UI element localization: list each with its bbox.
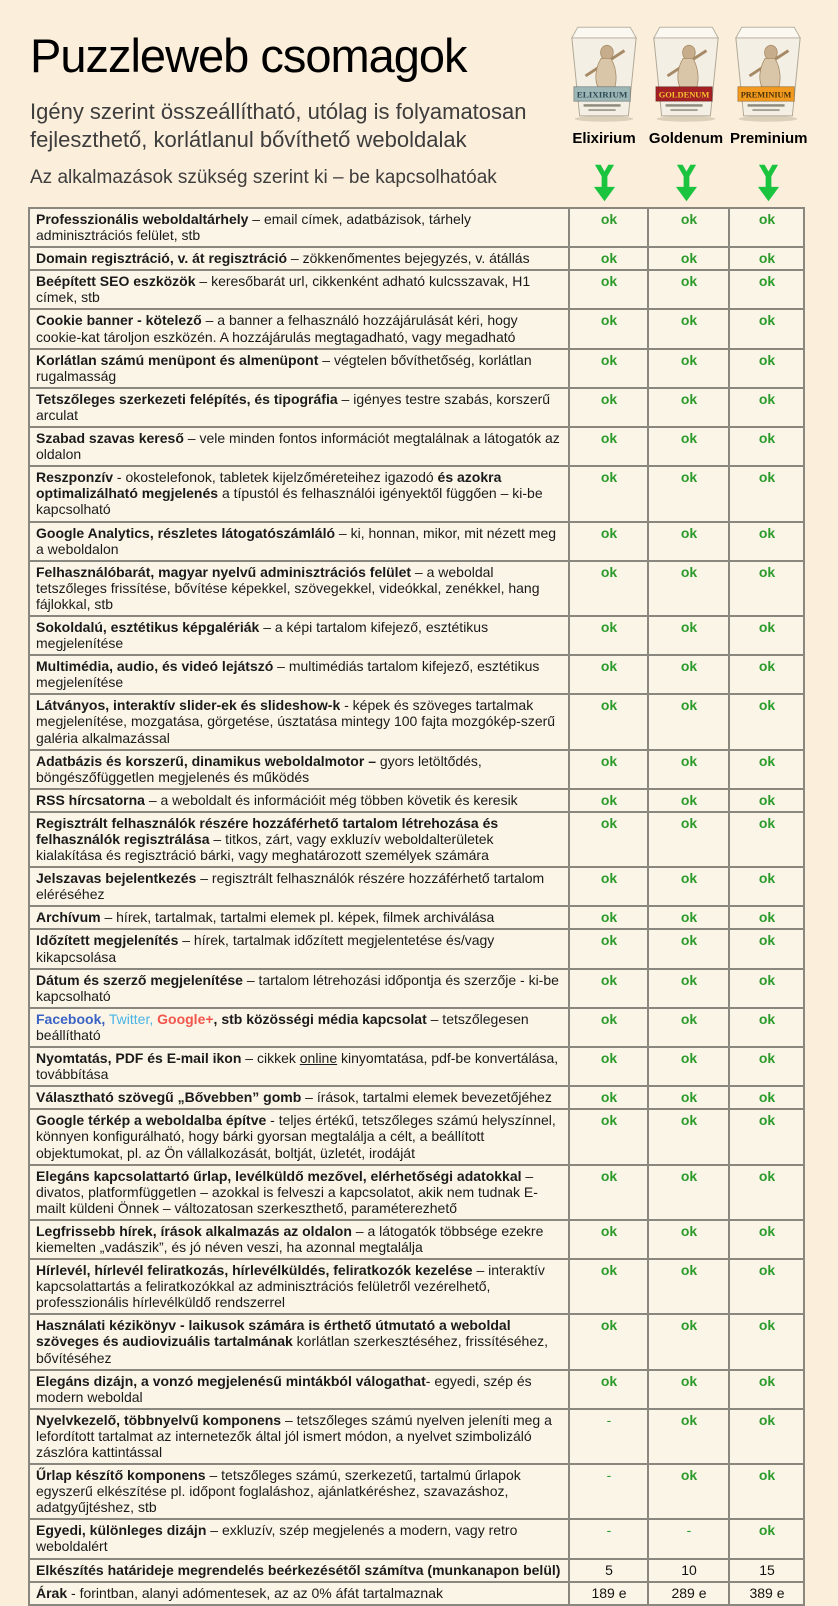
- availability-cell: ok: [569, 750, 648, 789]
- availability-cell: ok: [569, 1370, 648, 1409]
- feature-text-segment: – hírek, tartalmak, tartalmi elemek pl. képek, filmek archiválása: [100, 909, 495, 926]
- availability-cell: ok: [569, 466, 648, 521]
- availability-cell: ok: [648, 1370, 729, 1409]
- feature-text-segment: – interaktív kapcsolattartás a feliratkozókkal az adminisztrációs felületről vezérelhető, professzionális hírlevélküldő rendszerrel: [36, 1262, 545, 1311]
- availability-cell: ok: [648, 1165, 729, 1220]
- availability-cell: ok: [729, 349, 804, 388]
- package-images-row: [566, 24, 806, 147]
- table-row: [29, 1409, 804, 1464]
- availability-cell: ok: [729, 694, 804, 749]
- availability-cell: ok: [648, 1047, 729, 1086]
- availability-cell: ok: [648, 522, 729, 561]
- availability-cell: 289 e: [648, 1582, 729, 1605]
- availability-cell: ok: [648, 616, 729, 655]
- feature-description: [29, 1259, 569, 1314]
- feature-text-segment: Elegáns kapcsolattartó űrlap, levélküldő mezővel, elérhetőségi adatokkal: [36, 1167, 522, 1184]
- feature-text-segment: Dátum és szerző megjelenítése: [36, 971, 243, 988]
- feature-description: [29, 1165, 569, 1220]
- availability-cell: ok: [729, 906, 804, 929]
- availability-cell: ok: [648, 969, 729, 1008]
- availability-cell: ok: [729, 812, 804, 867]
- feature-description: [29, 561, 569, 616]
- feature-text-segment: Egyedi, különleges dizájn: [36, 1522, 207, 1539]
- feature-text-segment: Időzített megjelenítés: [36, 932, 179, 949]
- availability-cell: ok: [648, 1220, 729, 1259]
- availability-cell: -: [648, 1519, 729, 1558]
- package-image-icon: [730, 24, 806, 124]
- availability-cell: ok: [569, 1165, 648, 1220]
- availability-cell: ok: [729, 466, 804, 521]
- feature-description: [29, 1086, 569, 1109]
- availability-cell: ok: [729, 750, 804, 789]
- feature-text-segment: Tetszőleges szerkezeti felépítés, és tipográfia: [36, 390, 338, 407]
- comparison-table: [28, 207, 805, 1606]
- feature-text-segment: – titkos, zárt, vagy exkluzív weboldalterületek kialakítása és regisztráció bárki, vagy meghatározott személyek számára: [36, 831, 494, 864]
- availability-cell: ok: [569, 309, 648, 348]
- table-row: [29, 1314, 804, 1369]
- feature-text-segment: és azokra optimalizálható megjelenés: [36, 469, 502, 502]
- table-row: [29, 1109, 804, 1164]
- svg-text:ELIXIRIUM: ELIXIRIUM: [576, 89, 628, 100]
- availability-cell: ok: [569, 929, 648, 968]
- table-row: [29, 1559, 804, 1582]
- availability-cell: ok: [569, 1047, 648, 1086]
- feature-text-segment: Adatbázis és korszerű, dinamikus weboldalmotor –: [36, 752, 380, 769]
- feature-text-segment: – a látogatók többsége ezekre kiemelten „vadászik”, és jó néven veszi, ha azonnal megtalálja: [36, 1222, 544, 1255]
- package-preminium: [730, 24, 806, 147]
- feature-text-segment: – regisztrált felhasználók részére hozzáférhető tartalom eléréséhez: [36, 870, 545, 903]
- table-row: [29, 388, 804, 427]
- availability-cell: ok: [729, 1370, 804, 1409]
- feature-description: [29, 1047, 569, 1086]
- svg-text:GOLDENUM: GOLDENUM: [658, 89, 710, 100]
- availability-cell: ok: [729, 309, 804, 348]
- availability-cell: ok: [569, 388, 648, 427]
- availability-cell: ok: [729, 929, 804, 968]
- feature-description: [29, 812, 569, 867]
- table-row: [29, 1464, 804, 1519]
- availability-cell: ok: [648, 812, 729, 867]
- feature-text-segment: Multimédia, audio, és videó lejátszó: [36, 658, 274, 675]
- availability-cell: ok: [648, 655, 729, 694]
- availability-cell: ok: [569, 522, 648, 561]
- availability-cell: ok: [729, 270, 804, 309]
- feature-text-segment: Használati kézikönyv - laikusok számára is érthető útmutató a weboldal szöveges és audiovizuális tartalmának: [36, 1317, 511, 1350]
- feature-description: [29, 789, 569, 812]
- availability-cell: ok: [729, 247, 804, 270]
- feature-text-segment: Sokoldalú, esztétikus képgalériák: [36, 618, 260, 635]
- feature-description: [29, 270, 569, 309]
- availability-cell: ok: [569, 655, 648, 694]
- feature-description: [29, 309, 569, 348]
- feature-text-segment: Nyelvkezelő, többnyelvű komponens: [36, 1411, 282, 1428]
- table-row: [29, 969, 804, 1008]
- availability-cell: ok: [648, 349, 729, 388]
- table-row: [29, 309, 804, 348]
- feature-description: [29, 1008, 569, 1047]
- availability-cell: ok: [729, 427, 804, 466]
- feature-text-segment: – ki, honnan, mikor, mit nézett meg a weboldalon: [36, 524, 557, 557]
- feature-description: [29, 1559, 569, 1582]
- availability-cell: ok: [569, 349, 648, 388]
- feature-description: [29, 1314, 569, 1369]
- availability-cell: ok: [729, 522, 804, 561]
- availability-cell: ok: [569, 1220, 648, 1259]
- feature-text-segment: – a banner a felhasználó hozzájárulását kéri, hogy cookie-kat tároljon eszközén. A hozzájárulás megtagadható, vagy megadható: [36, 312, 518, 345]
- arrow-down-icon: [730, 164, 806, 207]
- package-name: Elixirium: [572, 130, 636, 147]
- availability-cell: ok: [648, 694, 729, 749]
- availability-cell: ok: [648, 427, 729, 466]
- availability-cell: -: [569, 1519, 648, 1558]
- feature-text-segment: – hírek, tartalmak időzített megjelentetése és/vagy kikapcsolása: [36, 932, 495, 965]
- availability-cell: ok: [648, 906, 729, 929]
- feature-text-segment: – végtelen bővíthetőség, korlátlan rugalmasság: [36, 351, 532, 384]
- availability-cell: ok: [648, 270, 729, 309]
- feature-description: [29, 427, 569, 466]
- availability-cell: ok: [729, 1314, 804, 1369]
- feature-text-segment: Beépített SEO eszközök: [36, 273, 196, 290]
- feature-text-segment: a típustól és felhasználói igényektől függően – ki-be kapcsolható: [36, 485, 543, 518]
- feature-text-segment: Facebook,: [36, 1010, 106, 1027]
- availability-cell: ok: [729, 388, 804, 427]
- feature-description: [29, 750, 569, 789]
- availability-cell: ok: [569, 616, 648, 655]
- feature-text-segment: – keresőbarát url, cikkenként adható kulcsszavak, H1 címek, stb: [36, 273, 531, 306]
- feature-text-segment: – divatos, platformfüggetlen – azokkal is felveszi a kapcsolatot, akik nem tudnak E-mailt küldeni Önnek – változatosan szerkeszthető, paraméterezhető: [36, 1167, 538, 1216]
- feature-text-segment: – zökkenőmentes bejegyzés, v. átállás: [287, 250, 530, 267]
- feature-text-segment: Hírlevél, hírlevél feliratkozás, hírlevélküldés, feliratkozók kezelése: [36, 1262, 473, 1279]
- comparison-table-body: [29, 208, 804, 1605]
- feature-description: [29, 1519, 569, 1558]
- table-row: [29, 1086, 804, 1109]
- page-subtitle: Igény szerint összeállítható, utólag is folyamatosan fejleszthető, korlátlanul bővíthető weboldalak: [30, 99, 527, 152]
- feature-description: [29, 694, 569, 749]
- feature-description: [29, 1220, 569, 1259]
- feature-text-segment: Választható szövegű „Bővebben” gomb: [36, 1089, 302, 1106]
- feature-text-segment: Reszponzív: [36, 469, 114, 486]
- feature-text-segment: Legfrissebb hírek, írások alkalmazás az oldalon: [36, 1222, 352, 1239]
- availability-cell: ok: [648, 1259, 729, 1314]
- arrows-row: [566, 164, 806, 207]
- feature-text-segment: , stb közösségi média kapcsolat: [213, 1010, 427, 1027]
- feature-text-segment: – email címek, adatbázisok, tárhely adminisztrációs felület, stb: [36, 211, 471, 244]
- availability-cell: ok: [648, 1409, 729, 1464]
- table-row: [29, 208, 804, 247]
- feature-description: [29, 349, 569, 388]
- availability-cell: ok: [729, 867, 804, 906]
- feature-text-segment: – írások, tartalmi elemek bevezetőjéhez: [301, 1089, 552, 1106]
- availability-cell: ok: [569, 969, 648, 1008]
- feature-text-segment: Szabad szavas kereső: [36, 430, 184, 447]
- availability-cell: ok: [729, 789, 804, 812]
- feature-text-segment: – multimédiás tartalom kifejező, esztétikus megjelenítése: [36, 658, 540, 691]
- availability-cell: ok: [729, 1519, 804, 1558]
- feature-text-segment: Regisztrált felhasználók részére hozzáférhető tartalom létrehozása és felhasználók regisztrálása: [36, 814, 499, 847]
- availability-cell: 389 e: [729, 1582, 804, 1605]
- feature-text-segment: – tetszőlegesen beállítható: [36, 1010, 529, 1043]
- packages-area: [566, 24, 806, 207]
- availability-cell: ok: [729, 208, 804, 247]
- availability-cell: ok: [648, 789, 729, 812]
- availability-cell: ok: [729, 1086, 804, 1109]
- table-row: [29, 1370, 804, 1409]
- feature-text-segment: Elegáns dizájn, a vonzó megjelenésű mintákból válogathat: [36, 1372, 426, 1389]
- availability-cell: ok: [729, 1259, 804, 1314]
- table-row: [29, 427, 804, 466]
- package-name: Preminium: [730, 130, 808, 147]
- availability-cell: 10: [648, 1559, 729, 1582]
- availability-cell: ok: [569, 561, 648, 616]
- availability-cell: -: [569, 1464, 648, 1519]
- package-elixirium: [566, 24, 642, 147]
- feature-description: [29, 867, 569, 906]
- feature-text-segment: - forintban, alanyi adómentesek, az az 0% áfát tartalmaznak: [67, 1584, 444, 1601]
- feature-text-segment: - képek és szöveges tartalmak megjelenítése, mozgatása, görgetése, úsztatása mintegy 100 fajta mozgókép-szerű galéria alkalmazással: [36, 697, 556, 746]
- table-row: [29, 270, 804, 309]
- availability-cell: ok: [648, 1008, 729, 1047]
- table-row: [29, 1008, 804, 1047]
- availability-cell: ok: [729, 616, 804, 655]
- feature-description: [29, 1109, 569, 1164]
- availability-cell: 15: [729, 1559, 804, 1582]
- availability-cell: ok: [569, 1259, 648, 1314]
- table-row: [29, 349, 804, 388]
- availability-cell: ok: [648, 466, 729, 521]
- availability-cell: ok: [729, 1220, 804, 1259]
- feature-description: [29, 655, 569, 694]
- feature-description: [29, 1370, 569, 1409]
- table-row: [29, 1259, 804, 1314]
- availability-cell: ok: [648, 208, 729, 247]
- arrow-down-icon: [648, 164, 724, 207]
- availability-cell: ok: [569, 1008, 648, 1047]
- feature-description: [29, 906, 569, 929]
- table-row: [29, 906, 804, 929]
- feature-text-segment: – tetszőleges számú, szerkezetű, tartalmú űrlapok egyszerű elkészítése pl. időpont foglaláshoz, ajánlatkéréshez, szavazáshoz, adatgyűjtéshez, stb: [36, 1467, 521, 1516]
- table-row: [29, 1047, 804, 1086]
- package-goldenum: [648, 24, 724, 147]
- table-row: [29, 1165, 804, 1220]
- feature-text-segment: – igényes testre szabás, korszerű arculat: [36, 390, 551, 423]
- feature-description: [29, 208, 569, 247]
- table-row: [29, 1582, 804, 1605]
- availability-cell: ok: [569, 1086, 648, 1109]
- feature-text-segment: – a weboldalt és információit még többen követik és keresik: [144, 791, 518, 808]
- feature-text-segment: – vele minden fontos információt megtalálnak a látogatók az oldalon: [36, 430, 560, 463]
- package-image-icon: [648, 24, 724, 124]
- feature-text-segment: - teljes értékű, tetszőleges számú helyszínnel, könnyen konfigurálható, hogy bárki gyorsan megtalálja a célt, a beállított objektumokat, pl. az Ön vállalkozását, boltját, üzletét, irodáját: [36, 1112, 556, 1161]
- feature-text-segment: korlátlan szerkesztéséhez, frissítéséhez, bővítéséhez: [36, 1333, 549, 1366]
- table-row: [29, 1220, 804, 1259]
- availability-cell: ok: [569, 270, 648, 309]
- availability-cell: ok: [648, 309, 729, 348]
- feature-text-segment: kinyomtatása, pdf-be konvertálása, továbbítása: [36, 1050, 559, 1083]
- availability-cell: -: [569, 1409, 648, 1464]
- feature-text-segment: Professzionális weboldaltárhely: [36, 211, 249, 227]
- package-image-icon: [566, 24, 642, 124]
- availability-cell: ok: [648, 867, 729, 906]
- feature-text-segment: Korlátlan számú menüpont és almenüpont: [36, 351, 319, 368]
- feature-text-segment: – cikkek: [241, 1050, 300, 1067]
- table-row: [29, 466, 804, 521]
- feature-description: [29, 929, 569, 968]
- table-row: [29, 694, 804, 749]
- table-row: [29, 789, 804, 812]
- availability-cell: ok: [729, 969, 804, 1008]
- feature-text-segment: – a weboldal tetszőleges frissítése, bővítése képekkel, szövegekkel, videókkal, zenékkel, hang fájlokkal, stb: [36, 563, 540, 612]
- feature-text-segment: – a képi tartalom kifejező, esztétikus megjelenítése: [36, 618, 489, 652]
- feature-text-segment: Űrlap készítő komponens: [36, 1467, 206, 1484]
- availability-cell: ok: [569, 208, 648, 247]
- table-row: [29, 1519, 804, 1558]
- table-row: [29, 929, 804, 968]
- table-row: [29, 750, 804, 789]
- feature-description: [29, 522, 569, 561]
- table-row: [29, 867, 804, 906]
- availability-cell: 5: [569, 1559, 648, 1582]
- availability-cell: ok: [648, 1086, 729, 1109]
- feature-text-segment: - egyedi, szép és modern weboldal: [36, 1372, 532, 1405]
- availability-cell: ok: [569, 789, 648, 812]
- availability-cell: ok: [569, 1314, 648, 1369]
- availability-cell: ok: [648, 388, 729, 427]
- header: [0, 0, 838, 207]
- availability-cell: ok: [569, 1109, 648, 1164]
- feature-description: [29, 1409, 569, 1464]
- feature-description: [29, 466, 569, 521]
- feature-description: [29, 1464, 569, 1519]
- table-row: [29, 561, 804, 616]
- table-row: [29, 616, 804, 655]
- feature-text-segment: Domain regisztráció, v. át regisztráció: [36, 250, 288, 267]
- feature-text-segment: Twitter,: [108, 1010, 154, 1027]
- availability-cell: ok: [569, 694, 648, 749]
- feature-description: [29, 388, 569, 427]
- table-row: [29, 522, 804, 561]
- feature-text-segment: gyors letöltődés, böngészőfüggetlen megjelenés és működés: [36, 752, 482, 785]
- feature-text-segment: Nyomtatás, PDF és E-mail ikon: [36, 1050, 242, 1067]
- availability-cell: ok: [648, 929, 729, 968]
- svg-text:PREMINIUM: PREMINIUM: [740, 89, 792, 100]
- feature-text-segment: online: [299, 1050, 338, 1067]
- feature-text-segment: – exkluzív, szép megjelenés a modern, vagy retro weboldalért: [36, 1522, 518, 1555]
- availability-cell: ok: [569, 906, 648, 929]
- feature-text-segment: Google+: [157, 1010, 214, 1027]
- availability-cell: ok: [569, 427, 648, 466]
- availability-cell: ok: [729, 1109, 804, 1164]
- table-row: [29, 655, 804, 694]
- package-name: Goldenum: [648, 130, 724, 147]
- page-title: Puzzleweb csomagok: [30, 29, 467, 82]
- availability-cell: ok: [569, 867, 648, 906]
- availability-cell: ok: [569, 812, 648, 867]
- feature-text-segment: Jelszavas bejelentkezés: [36, 870, 197, 887]
- feature-text-segment: Cookie banner - kötelező: [36, 312, 202, 329]
- feature-description: [29, 616, 569, 655]
- availability-cell: ok: [648, 1314, 729, 1369]
- feature-text-segment: Látványos, interaktív slider-ek és slideshow-k: [36, 697, 341, 714]
- availability-cell: ok: [729, 561, 804, 616]
- feature-text-segment: – tetszőleges számú nyelven jeleníti meg a lefordított tartalmat az internetezők által jól ismert módon, a nyelvet szimbolizáló zászlóra kattintással: [36, 1411, 552, 1460]
- feature-description: [29, 247, 569, 270]
- availability-cell: ok: [729, 1165, 804, 1220]
- arrow-down-icon: [566, 164, 642, 207]
- feature-text-segment: - okostelefonok, tabletek kijelzőméreteihez igazodó: [113, 469, 438, 486]
- availability-cell: ok: [648, 750, 729, 789]
- toggle-note: Az alkalmazások szükség szerint ki – be kapcsolhatóak: [30, 167, 497, 188]
- availability-cell: ok: [648, 561, 729, 616]
- availability-cell: 189 e: [569, 1582, 648, 1605]
- availability-cell: ok: [729, 1008, 804, 1047]
- availability-cell: ok: [729, 1464, 804, 1519]
- feature-text-segment: Archívum: [36, 909, 101, 926]
- availability-cell: ok: [648, 247, 729, 270]
- feature-text-segment: Google Analytics, részletes látogatószámláló: [36, 524, 336, 541]
- availability-cell: ok: [729, 1409, 804, 1464]
- availability-cell: ok: [648, 1464, 729, 1519]
- feature-text-segment: RSS hírcsatorna: [36, 791, 145, 808]
- feature-text-segment: Google térkép a weboldalba építve: [36, 1112, 267, 1129]
- feature-text-segment: Felhasználóbarát, magyar nyelvű adminisztrációs felület: [36, 563, 412, 580]
- table-row: [29, 247, 804, 270]
- feature-text-segment: – tartalom létrehozási időpontja és szerzője - ki-be kapcsolható: [36, 971, 559, 1004]
- table-row: [29, 812, 804, 867]
- availability-cell: ok: [648, 1109, 729, 1164]
- availability-cell: ok: [729, 1047, 804, 1086]
- feature-description: [29, 969, 569, 1008]
- feature-text-segment: Árak: [36, 1584, 68, 1601]
- feature-text-segment: Elkészítés határideje megrendelés beérkezésétől számítva (munkanapon belül): [36, 1561, 561, 1578]
- feature-description: [29, 1582, 569, 1605]
- availability-cell: ok: [729, 655, 804, 694]
- availability-cell: ok: [569, 247, 648, 270]
